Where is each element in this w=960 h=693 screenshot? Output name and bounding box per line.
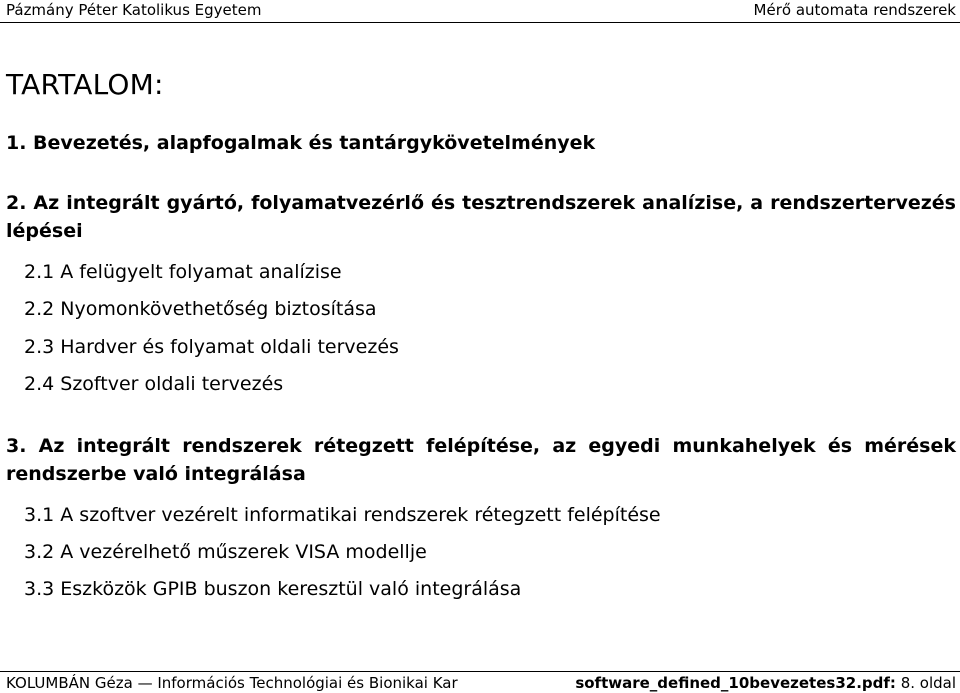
footer-page-number: 8. oldal bbox=[900, 674, 956, 692]
toc-item-3-1: 3.1 A szoftver vezérelt informatikai rendszerek rétegzett felépítése bbox=[24, 504, 661, 526]
header-course-title: Mérő automata rendszerek bbox=[753, 1, 956, 19]
toc-item-3-2: 3.2 A vezérelhető műszerek VISA modellje bbox=[24, 541, 427, 563]
footer-author: KOLUMBÁN Géza — Információs Technológiai és Bionikai Kar bbox=[6, 674, 458, 692]
toc-item-2-3: 2.3 Hardver és folyamat oldali tervezés bbox=[24, 336, 399, 358]
toc-item-1: 1. Bevezetés, alapfogalmak és tantárgykövetelmények bbox=[6, 132, 596, 154]
header-rule bbox=[0, 22, 960, 23]
header-university: Pázmány Péter Katolikus Egyetem bbox=[6, 1, 262, 19]
page-header bbox=[0, 0, 960, 22]
toc-item-3-3: 3.3 Eszközök GPIB buszon keresztül való integrálása bbox=[24, 578, 522, 600]
toc-item-2-1: 2.1 A felügyelt folyamat analízise bbox=[24, 261, 342, 283]
page-title: TARTALOM: bbox=[6, 68, 164, 101]
page-footer bbox=[0, 672, 960, 693]
toc-item-2-2: 2.2 Nyomonkövethetőség biztosítása bbox=[24, 298, 377, 320]
footer-page-info bbox=[575, 674, 956, 692]
toc-item-2-4: 2.4 Szoftver oldali tervezés bbox=[24, 373, 284, 395]
toc-item-2: 2. Az integrált gyártó, folyamatvezérlő és tesztrendszerek analízise, a rendszertervezés lépései bbox=[6, 192, 956, 242]
footer-filename: software_defined_10bevezetes32.pdf: bbox=[575, 674, 896, 692]
toc-item-3: 3. Az integrált rendszerek rétegzett felépítése, az egyedi munkahelyek és mérések rendszerbe való integrálása bbox=[6, 435, 956, 485]
